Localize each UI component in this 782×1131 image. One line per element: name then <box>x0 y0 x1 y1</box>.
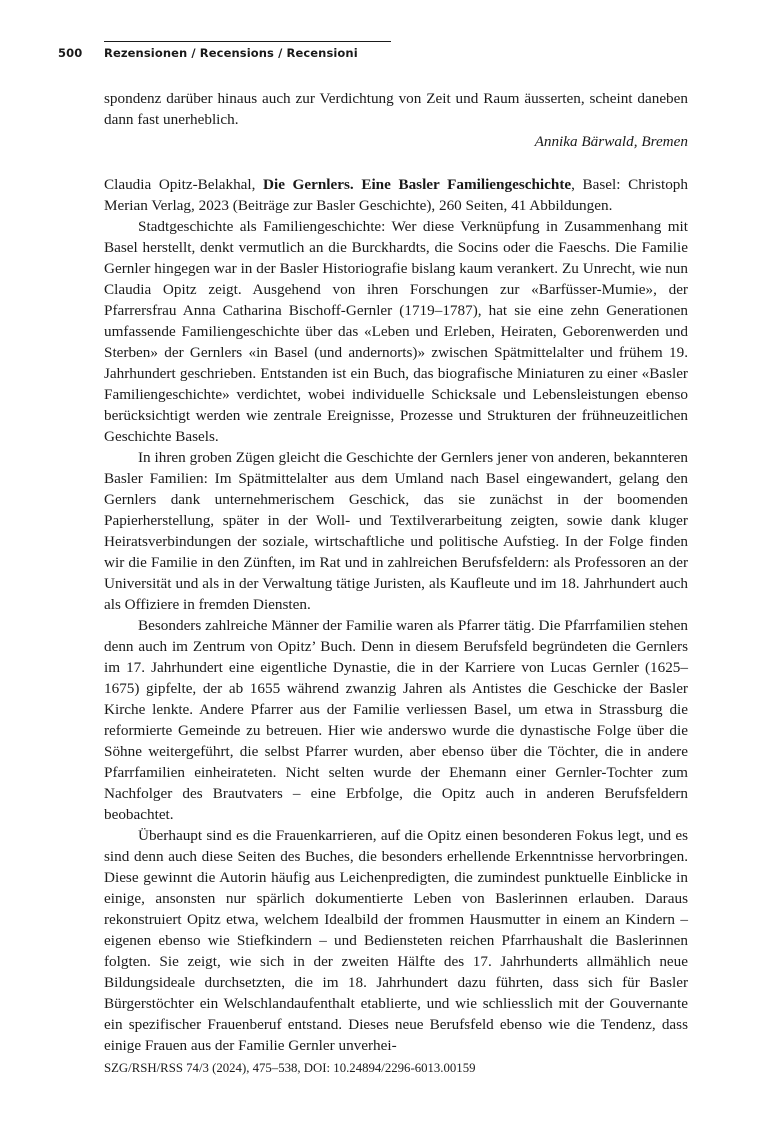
review-paragraph: Besonders zahlreiche Männer der Familie waren als Pfarrer tätig. Die Pfarrfamilien stehen denn auch im Zentrum von Opitz’ Buch. Denn in diesem Berufsfeld begründeten die Gernlers im 17. Jahrhundert eine eigentliche Dynastie, die in der Karriere von Lucas Gernler (1625–1675) gipfelte, der ab 1655 während zwanzig Jahren als Antistes die Geschicke der Basler Kirche lenkte. Andere Pfarrer aus der Familie verliessen Basel, um etwa in Strassburg die reformierte Gemeinde zu betreuen. Hier wie anderswo wurde die dynastische Folge über die Söhne weitergeführt, die selbst Pfarrer wurden, aber ebenso über die Töchter, die in andere Pfarrfamilien einheirateten. Nicht selten wurde der Ehemann einer Gernler-Tochter zum Nachfolger des Brautvaters – eine Erbfolge, die Opitz auch in anderen Berufsfeldern beobachtet. <box>104 617 688 823</box>
header-rule <box>104 41 391 42</box>
reviewer-signature: Annika Bärwald, Bremen <box>534 133 688 150</box>
book-publication-details: , Basel: Christoph Merian Verlag, 2023 (Beiträge zur Basler Geschichte), 260 Seiten, 41 Abbildungen. <box>104 176 688 214</box>
book-title: Die Gernlers. Eine Basler Familiengeschichte <box>263 176 572 193</box>
review-paragraph: Stadtgeschichte als Familiengeschichte: Wer diese Verknüpfung in Zusammenhang mit Basel herstellt, denkt vermutlich an die Burckhardts, die Socins oder die Faeschs. Die Familie Gernler hingegen war in der Basler Historiografie bislang kaum verankert. Zu Unrecht, wie nun Claudia Opitz zeigt. Ausgehend von ihren Forschungen zur «Barfüsser-Mumie», der Pfarrersfrau Anna Catharina Bischoff-Gernler (1719–1787), hat sie eine zehn Generationen umfassende Familiengeschichte über das «Leben und Erleben, Heiraten, Geborenwerden und Sterben» der Gernlers «in Basel (und andernorts)» zwischen Spätmittelalter und frühem 19. Jahrhundert geschrieben. Entstanden ist ein Buch, das biografische Miniaturen zu einer «Basler Familiengeschichte» verdichtet, wobei individuelle Schicksale und Lebensleistungen ebenso berücksichtigt werden wie zentrale Ereignisse, Prozesse und Strukturen der frühneuzeitlichen Geschichte Basels. <box>104 218 688 445</box>
previous-review-ending: spondenz darüber hinaus auch zur Verdichtung von Zeit und Raum äusserten, scheint daneben dann fast unerheblich. <box>104 90 688 128</box>
running-title: Rezensionen / Recensions / Recensioni <box>104 46 358 60</box>
body-text <box>104 88 688 1056</box>
review-paragraph: Überhaupt sind es die Frauenkarrieren, auf die Opitz einen besonderen Fokus legt, und es sind denn auch diese Seiten des Buches, die besonders erhellende Erkenntnisse hervorbringen. Diese gewinnt die Autorin häufig aus Leichenpredigten, die zumindest punktuelle Einblicke in einige, ansonsten nur spärlich dokumentierte Leben von Baslerinnen erlauben. Daraus rekonstruiert Opitz etwa, welchem Idealbild der frommen Hausmutter in einem an Kindern – eigenen ebenso wie Stiefkindern – und Bediensteten reichen Pfarrhaushalt die Baslerinnen folgten. Sie zeigt, wie sich in der zweiten Hälfte des 17. Jahrhunderts allmählich neue Bildungsideale durchsetzten, die im 18. Jahrhundert dazu führten, dass sich für Basler Bürgerstöchter ein Welschlandaufenthalt etablierte, und wie schliesslich mit der Gouvernante ein spezifischer Frauenberuf entstand. Dieses neue Berufsfeld ebenso wie die Tendenz, dass einige Frauen aus der Familie Gernler unverhei- <box>104 827 688 1054</box>
book-author: Claudia Opitz-Belakhal, <box>104 176 264 193</box>
page-number: 500 <box>58 46 83 60</box>
book-citation <box>104 174 688 216</box>
journal-footer: SZG/RSH/RSS 74/3 (2024), 475–538, DOI: 10.24894/2296-6013.00159 <box>104 1061 476 1075</box>
review-paragraph: In ihren groben Zügen gleicht die Geschichte der Gernlers jener von anderen, bekannteren Basler Familien: Im Spätmittelalter aus dem Umland nach Basel eingewandert, gelang den Gernlers dank unternehmerischem Geschick, das sie zunächst in der boomenden Papierherstellung, später in der Woll- und Textilverarbeitung zeigten, sowie dank kluger Heiratsverbindungen der soziale, wirtschaftliche und politische Aufstieg. In der Folge finden wir die Familie in den Zünften, im Rat und in zahlreichen Berufsfeldern: als Professoren an der Universität und als in der Verwaltung tätige Juristen, als Kaufleute und im 18. Jahrhundert auch als Offiziere in fremden Diensten. <box>104 449 688 613</box>
